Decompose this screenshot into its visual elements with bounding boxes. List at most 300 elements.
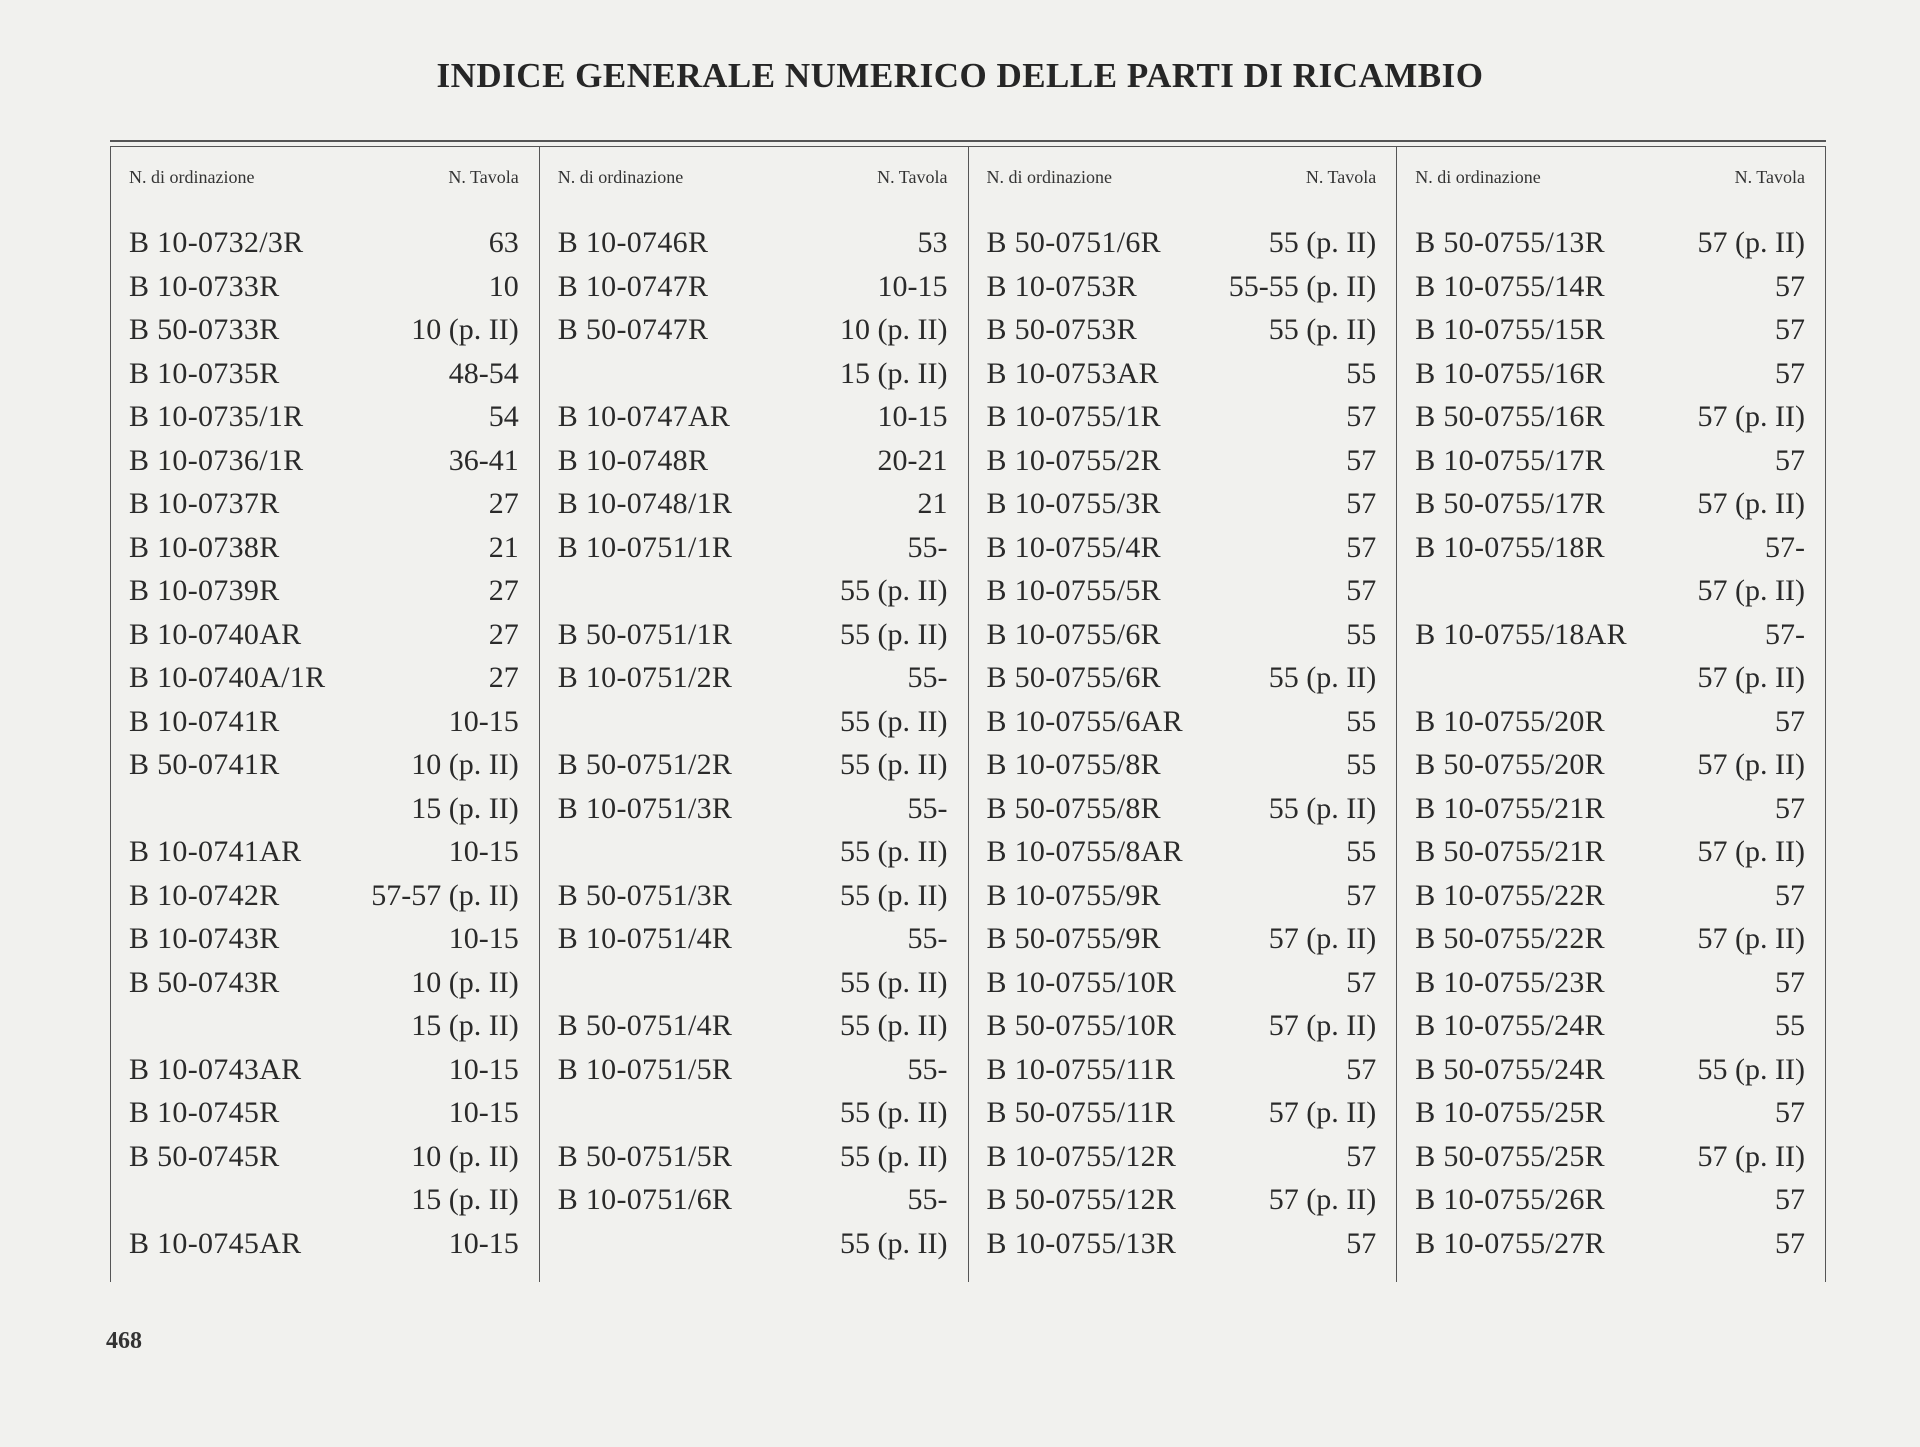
order-number: B 10-0748/1R <box>557 487 733 520</box>
index-row <box>129 487 519 531</box>
index-row <box>987 357 1377 401</box>
index-row <box>1415 1227 1805 1271</box>
order-number: B 10-0755/20R <box>1415 704 1605 738</box>
order-number: B 50-0743R <box>129 965 280 999</box>
order-number: B 50-0755/16R <box>1415 400 1605 433</box>
index-row <box>987 270 1377 314</box>
order-number: B 10-0751/2R <box>557 661 733 694</box>
table-number: 55 <box>1346 356 1377 390</box>
table-number: 36-41 <box>448 443 519 477</box>
index-row <box>987 531 1377 575</box>
table-number: 15 (p. II) <box>840 356 948 390</box>
table-number: 57 <box>1346 1052 1377 1086</box>
table-number: 57 (p. II) <box>1268 1009 1377 1042</box>
order-number: B 10-0737R <box>129 487 280 520</box>
table-number: 20-21 <box>877 443 948 477</box>
index-row <box>129 444 519 488</box>
table-number: 57 <box>1346 487 1377 520</box>
order-number: B 50-0755/10R <box>986 1009 1177 1042</box>
index-row <box>987 574 1377 618</box>
table-number: 57- <box>1765 530 1805 564</box>
index-row <box>558 618 948 662</box>
order-number: B 10-0735R <box>129 356 280 390</box>
order-number: B 10-0751/4R <box>557 922 733 955</box>
index-table <box>110 147 1826 1282</box>
order-number: B 50-0751/6R <box>986 226 1161 259</box>
index-row <box>558 705 948 749</box>
index-row <box>1415 270 1805 314</box>
index-row <box>1415 357 1805 401</box>
order-number: B 10-0753AR <box>986 356 1159 390</box>
table-number: 57 <box>1775 965 1805 999</box>
order-number: B 10-0755/13R <box>986 1226 1177 1260</box>
table-number: 55 <box>1346 748 1377 781</box>
column-rows <box>129 226 519 1270</box>
order-number: B 50-0755/6R <box>986 661 1161 694</box>
order-number: B 10-0747R <box>557 269 709 303</box>
order-number: B 10-0755/8AR <box>986 835 1183 868</box>
order-number: B 50-0755/24R <box>1415 1052 1605 1086</box>
index-row <box>1415 705 1805 749</box>
order-number: B 10-0740A/1R <box>129 661 326 694</box>
table-number: 57 <box>1346 574 1377 607</box>
order-number: B 10-0732/3R <box>129 226 304 259</box>
index-row <box>1415 444 1805 488</box>
index-row <box>558 879 948 923</box>
index-row <box>1415 531 1805 575</box>
index-row <box>987 748 1377 792</box>
order-number: B 10-0755/3R <box>986 487 1161 520</box>
order-number: B 50-0747R <box>557 313 709 346</box>
index-row <box>558 748 948 792</box>
index-row <box>1415 1053 1805 1097</box>
index-row <box>987 487 1377 531</box>
index-row <box>558 487 948 531</box>
table-number: 10-15 <box>448 1096 519 1129</box>
table-number: 55 (p. II) <box>1268 661 1377 694</box>
table-number: 55 (p. II) <box>840 878 948 912</box>
table-number: 57 <box>1346 1139 1377 1173</box>
table-number: 10 (p. II) <box>411 748 519 781</box>
table-number: 57 (p. II) <box>1697 574 1805 607</box>
index-row <box>558 835 948 879</box>
order-number: B 10-0743AR <box>129 1052 302 1086</box>
order-number: B 50-0755/20R <box>1415 748 1605 781</box>
order-number: B 50-0755/25R <box>1415 1139 1605 1173</box>
order-number: B 10-0735/1R <box>129 400 304 433</box>
index-row <box>1415 400 1805 444</box>
order-number: B 50-0751/2R <box>557 748 733 781</box>
table-number: 57 <box>1346 965 1377 999</box>
index-row <box>1415 1183 1805 1227</box>
order-number: B 10-0755/16R <box>1415 356 1605 390</box>
table-number: 57 <box>1775 1096 1805 1129</box>
index-row <box>1415 922 1805 966</box>
order-number: B 50-0753R <box>986 313 1138 346</box>
order-number: B 10-0755/5R <box>986 574 1161 607</box>
index-row <box>987 835 1377 879</box>
order-number: B 10-0742R <box>129 878 280 912</box>
index-row <box>1415 792 1805 836</box>
index-row <box>987 922 1377 966</box>
table-number: 15 (p. II) <box>411 1009 519 1042</box>
index-row <box>987 444 1377 488</box>
index-row <box>1415 1009 1805 1053</box>
order-number: B 50-0755/13R <box>1415 226 1605 259</box>
table-number: 55 <box>1346 704 1377 738</box>
index-row <box>1415 835 1805 879</box>
header-order-number: N. di ordinazione <box>986 167 1112 187</box>
table-number: 55- <box>907 791 948 825</box>
index-row <box>558 313 948 357</box>
order-number: B 10-0741R <box>129 704 280 738</box>
index-row <box>558 226 948 270</box>
index-row <box>1415 879 1805 923</box>
table-number: 57 <box>1775 313 1805 346</box>
top-rule <box>110 140 1826 142</box>
table-number: 57 <box>1346 878 1377 912</box>
table-number: 55 (p. II) <box>840 748 948 781</box>
table-number: 54 <box>488 400 519 433</box>
table-number: 55 (p. II) <box>1697 1052 1805 1086</box>
order-number: B 50-0755/12R <box>986 1183 1177 1216</box>
index-row <box>129 1053 519 1097</box>
index-row <box>129 792 519 836</box>
order-number: B 50-0755/21R <box>1415 835 1605 868</box>
order-number: B 10-0745R <box>129 1096 280 1129</box>
table-number: 57 (p. II) <box>1697 487 1805 520</box>
order-number: B 50-0751/4R <box>557 1009 733 1042</box>
order-number: B 50-0751/1R <box>557 617 733 651</box>
order-number: B 10-0751/5R <box>557 1052 733 1086</box>
table-number: 10 (p. II) <box>840 313 948 346</box>
index-row <box>987 879 1377 923</box>
table-number: 10 (p. II) <box>411 965 519 999</box>
index-row <box>1415 487 1805 531</box>
order-number: B 10-0755/17R <box>1415 443 1605 477</box>
index-row <box>987 661 1377 705</box>
order-number: B 10-0755/1R <box>986 400 1161 433</box>
page-number: 468 <box>106 1328 142 1354</box>
table-number: 15 (p. II) <box>411 1183 519 1216</box>
order-number: B 10-0738R <box>129 530 280 564</box>
header-table-number: N. Tavola <box>1305 167 1377 187</box>
table-number: 57 (p. II) <box>1268 922 1377 955</box>
table-number: 57 (p. II) <box>1697 400 1805 433</box>
order-number: B 10-0747AR <box>557 400 731 433</box>
order-number: B 10-0755/25R <box>1415 1096 1605 1129</box>
table-number: 57 (p. II) <box>1268 1183 1377 1216</box>
order-number: B 10-0733R <box>129 269 280 303</box>
table-number: 55 (p. II) <box>840 1139 948 1173</box>
index-row <box>558 1183 948 1227</box>
table-number: 21 <box>917 487 948 520</box>
order-number: B 10-0755/21R <box>1415 791 1605 825</box>
index-row <box>129 1227 519 1271</box>
index-row <box>987 1053 1377 1097</box>
order-number: B 10-0755/11R <box>986 1052 1176 1086</box>
column-header <box>987 167 1377 188</box>
index-column <box>968 147 1397 1282</box>
table-number: 10-15 <box>448 1052 519 1086</box>
column-header <box>558 167 948 188</box>
index-column <box>1396 147 1826 1282</box>
header-table-number: N. Tavola <box>877 167 948 187</box>
order-number: B 50-0755/8R <box>986 791 1161 825</box>
index-row <box>987 705 1377 749</box>
order-number: B 50-0755/17R <box>1415 487 1605 520</box>
index-row <box>987 1009 1377 1053</box>
order-number: B 10-0740AR <box>129 617 302 651</box>
order-number: B 10-0755/18AR <box>1415 617 1627 651</box>
order-number: B 10-0736/1R <box>129 443 304 477</box>
order-number: B 10-0743R <box>129 922 280 955</box>
order-number: B 10-0755/22R <box>1415 878 1605 912</box>
table-number: 57 (p. II) <box>1697 835 1805 868</box>
table-number: 55- <box>907 922 948 955</box>
table-number: 55 (p. II) <box>840 617 948 651</box>
table-number: 55 (p. II) <box>840 704 948 738</box>
table-number: 10-15 <box>448 922 519 955</box>
table-number: 55- <box>907 1183 948 1216</box>
index-row <box>558 357 948 401</box>
index-row <box>129 879 519 923</box>
order-number: B 10-0755/26R <box>1415 1183 1605 1216</box>
table-number: 57 (p. II) <box>1697 226 1805 259</box>
table-number: 27 <box>488 487 519 520</box>
table-number: 57- <box>1765 617 1805 651</box>
page-title: INDICE GENERALE NUMERICO DELLE PARTI DI RICAMBIO <box>436 56 1484 95</box>
table-number: 55 (p. II) <box>840 835 948 868</box>
index-row <box>558 1053 948 1097</box>
table-number: 57 <box>1346 1226 1377 1260</box>
index-row <box>558 966 948 1010</box>
index-row <box>129 1096 519 1140</box>
order-number: B 10-0739R <box>129 574 280 607</box>
index-row <box>1415 618 1805 662</box>
table-number: 57 <box>1775 1226 1805 1260</box>
index-row <box>129 1183 519 1227</box>
index-row <box>129 1009 519 1053</box>
index-row <box>129 748 519 792</box>
order-number: B 10-0751/6R <box>557 1183 733 1216</box>
table-number: 55 (p. II) <box>840 574 948 607</box>
order-number: B 10-0755/6R <box>986 617 1161 651</box>
table-number: 55 <box>1346 835 1377 868</box>
index-row <box>558 531 948 575</box>
table-number: 21 <box>488 530 519 564</box>
index-row <box>558 1009 948 1053</box>
table-number: 55- <box>907 661 948 694</box>
column-rows <box>987 226 1377 1270</box>
table-number: 48-54 <box>448 356 519 390</box>
table-number: 57 <box>1346 400 1377 433</box>
index-row <box>558 1096 948 1140</box>
table-number: 57 (p. II) <box>1268 1096 1377 1129</box>
table-number: 55-55 (p. II) <box>1228 269 1377 303</box>
table-number: 63 <box>488 226 519 259</box>
index-row <box>987 1183 1377 1227</box>
index-row <box>1415 226 1805 270</box>
index-row <box>987 792 1377 836</box>
order-number: B 50-0755/9R <box>986 922 1161 955</box>
table-number: 55- <box>907 1052 948 1086</box>
table-number: 10-15 <box>448 835 519 868</box>
order-number: B 10-0755/27R <box>1415 1226 1605 1260</box>
index-row <box>558 922 948 966</box>
index-row <box>129 400 519 444</box>
index-row <box>558 574 948 618</box>
order-number: B 10-0755/24R <box>1415 1009 1605 1042</box>
index-row <box>987 1140 1377 1184</box>
index-row <box>129 966 519 1010</box>
index-row <box>129 705 519 749</box>
index-row <box>129 313 519 357</box>
order-number: B 10-0755/2R <box>986 443 1161 477</box>
table-number: 57 (p. II) <box>1697 922 1805 955</box>
order-number: B 50-0741R <box>129 748 280 781</box>
index-row <box>558 1227 948 1271</box>
order-number: B 10-0755/15R <box>1415 313 1605 346</box>
order-number: B 10-0755/18R <box>1415 530 1605 564</box>
table-number: 57 (p. II) <box>1697 661 1805 694</box>
table-number: 55 <box>1775 1009 1805 1042</box>
order-number: B 10-0755/14R <box>1415 269 1605 303</box>
order-number: B 10-0755/9R <box>986 878 1161 912</box>
index-row <box>558 792 948 836</box>
index-row <box>558 270 948 314</box>
header-order-number: N. di ordinazione <box>557 167 684 187</box>
table-number: 10-15 <box>877 269 948 303</box>
order-number: B 10-0755/12R <box>986 1139 1177 1173</box>
order-number: B 50-0755/11R <box>986 1096 1176 1129</box>
header-table-number: N. Tavola <box>1734 167 1805 187</box>
header-table-number: N. Tavola <box>448 167 519 187</box>
table-number: 57 <box>1775 878 1805 912</box>
index-row <box>1415 966 1805 1010</box>
index-row <box>129 357 519 401</box>
order-number: B 10-0751/1R <box>557 530 733 564</box>
index-row <box>129 531 519 575</box>
index-row <box>987 400 1377 444</box>
table-number: 57 <box>1775 791 1805 825</box>
table-number: 10 <box>488 269 519 303</box>
order-number: B 50-0755/22R <box>1415 922 1605 955</box>
table-number: 55 (p. II) <box>1268 313 1377 346</box>
table-number: 27 <box>488 574 519 607</box>
index-row <box>987 1096 1377 1140</box>
order-number: B 10-0746R <box>557 226 709 259</box>
index-row <box>129 661 519 705</box>
table-number: 57 (p. II) <box>1697 1139 1805 1173</box>
index-row <box>129 270 519 314</box>
order-number: B 10-0755/10R <box>986 965 1177 999</box>
order-number: B 10-0755/8R <box>986 748 1161 781</box>
table-number: 57 <box>1346 530 1377 564</box>
column-rows <box>1415 226 1805 1270</box>
order-number: B 10-0745AR <box>129 1226 302 1260</box>
index-column <box>110 147 539 1282</box>
index-row <box>558 400 948 444</box>
index-row <box>129 574 519 618</box>
table-number: 57 <box>1775 1183 1805 1216</box>
index-column <box>539 147 968 1282</box>
table-number: 57 <box>1775 356 1805 390</box>
table-number: 55 (p. II) <box>840 1096 948 1129</box>
table-number: 27 <box>488 617 519 651</box>
table-number: 10-15 <box>448 1226 519 1260</box>
order-number: B 50-0733R <box>129 313 280 346</box>
index-row <box>1415 1140 1805 1184</box>
index-row <box>129 922 519 966</box>
index-row <box>1415 313 1805 357</box>
order-number: B 50-0751/5R <box>557 1139 733 1173</box>
order-number: B 50-0745R <box>129 1139 280 1173</box>
index-row <box>129 1140 519 1184</box>
order-number: B 50-0751/3R <box>557 878 733 912</box>
table-number: 55 (p. II) <box>840 1009 948 1042</box>
header-order-number: N. di ordinazione <box>129 167 255 187</box>
table-number: 57-57 (p. II) <box>371 878 519 912</box>
order-number: B 10-0755/4R <box>986 530 1161 564</box>
order-number: B 10-0753R <box>986 269 1138 303</box>
column-header <box>1415 167 1805 188</box>
index-row <box>129 226 519 270</box>
index-row <box>987 618 1377 662</box>
table-number: 57 (p. II) <box>1697 748 1805 781</box>
table-number: 57 <box>1775 704 1805 738</box>
index-row <box>987 226 1377 270</box>
table-number: 55 (p. II) <box>1268 791 1377 825</box>
table-number: 10 (p. II) <box>411 1139 519 1173</box>
index-row <box>129 618 519 662</box>
index-row <box>1415 1096 1805 1140</box>
table-number: 55 <box>1346 617 1377 651</box>
order-number: B 10-0755/6AR <box>986 704 1183 738</box>
header-order-number: N. di ordinazione <box>1415 167 1541 187</box>
table-number: 55 (p. II) <box>840 1226 948 1260</box>
column-header <box>129 167 519 188</box>
table-number: 57 <box>1775 443 1805 477</box>
table-number: 53 <box>917 226 948 259</box>
order-number: B 10-0751/3R <box>557 791 733 825</box>
table-number: 57 <box>1775 269 1805 303</box>
index-row <box>129 835 519 879</box>
index-row <box>987 313 1377 357</box>
column-rows <box>558 226 948 1270</box>
table-number: 27 <box>488 661 519 694</box>
index-row <box>558 661 948 705</box>
table-number: 57 <box>1346 443 1377 477</box>
index-row <box>987 966 1377 1010</box>
index-row <box>558 444 948 488</box>
index-row <box>1415 661 1805 705</box>
table-number: 10-15 <box>877 400 948 433</box>
index-row <box>987 1227 1377 1271</box>
order-number: B 10-0741AR <box>129 835 302 868</box>
table-number: 55 (p. II) <box>840 965 948 999</box>
table-number: 55 (p. II) <box>1268 226 1377 259</box>
order-number: B 10-0748R <box>557 443 709 477</box>
index-row <box>1415 574 1805 618</box>
table-number: 10-15 <box>448 704 519 738</box>
order-number: B 10-0755/23R <box>1415 965 1605 999</box>
index-row <box>1415 748 1805 792</box>
table-number: 55- <box>907 530 948 564</box>
table-number: 10 (p. II) <box>411 313 519 346</box>
index-row <box>558 1140 948 1184</box>
table-number: 15 (p. II) <box>411 791 519 825</box>
